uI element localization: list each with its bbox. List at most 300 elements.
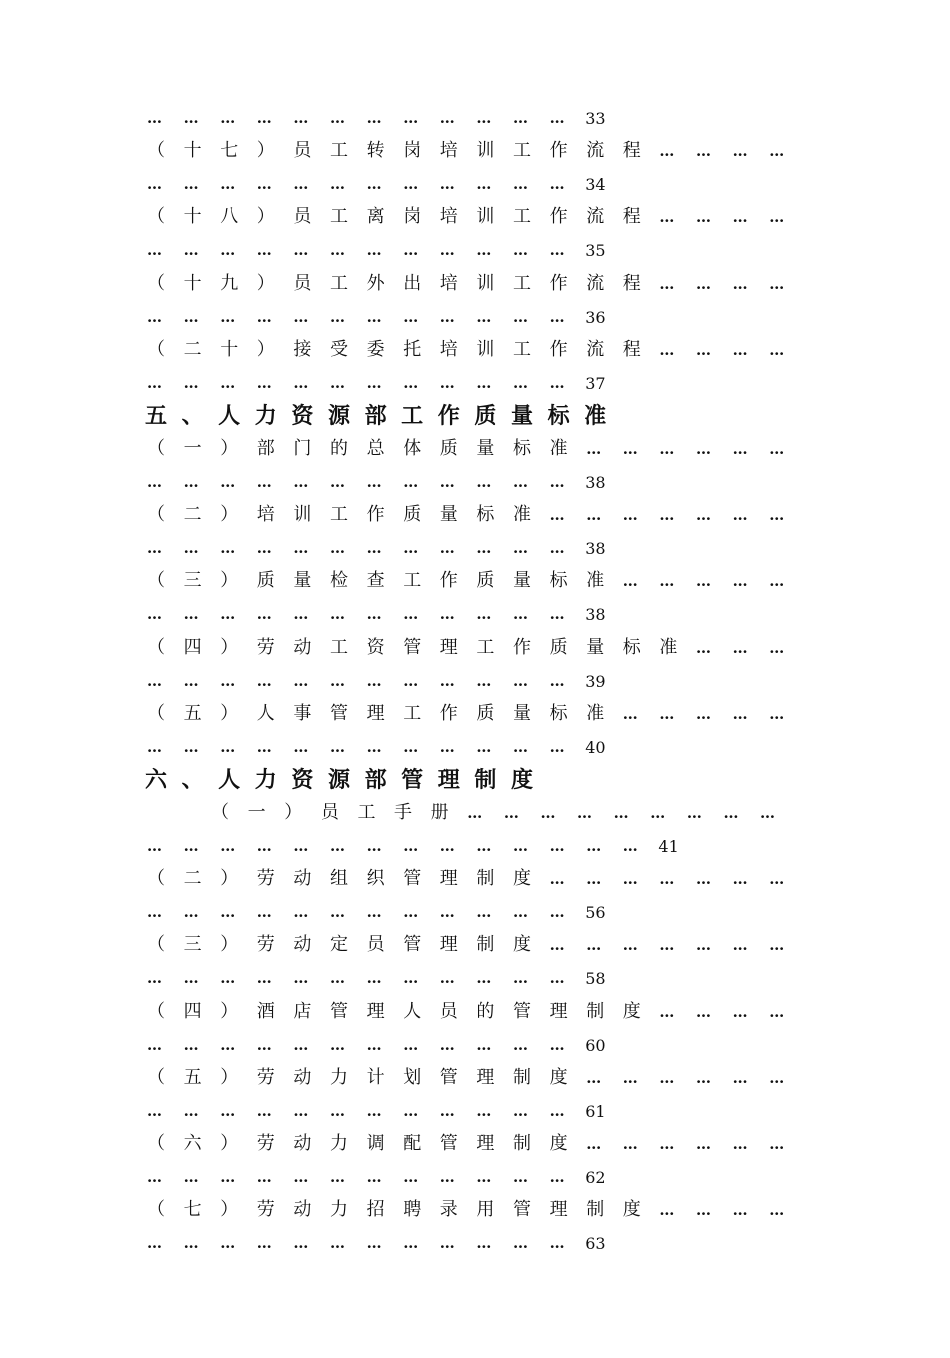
page-number[interactable]: 56 (585, 903, 606, 923)
entry-char: 理 (439, 636, 458, 658)
leader-dots: … (549, 241, 564, 260)
entry-char: 二 (183, 868, 202, 890)
leader-dots: … (403, 175, 418, 194)
leader-dots: … (293, 1035, 308, 1054)
leader-dots: … (220, 307, 235, 326)
leader-dots: … (622, 837, 637, 855)
entry-char: 体 (403, 437, 422, 459)
leader-dots: … (403, 373, 418, 392)
leader-dots: … (293, 241, 308, 260)
heading-char: 源 (327, 402, 350, 429)
leader-dots: … (403, 539, 418, 558)
leader-dots: … (577, 803, 592, 822)
entry-char: ） (220, 1000, 239, 1022)
heading-char: 五 (144, 402, 167, 429)
leader-dots: … (732, 572, 747, 591)
heading-char: 制 (474, 766, 497, 793)
section-heading (0, 401, 950, 431)
entry-char: 作 (549, 338, 568, 360)
entry-char: ） (220, 437, 239, 459)
leader-dots: … (732, 506, 747, 525)
leader-dots: … (439, 969, 454, 988)
leader-dots: … (659, 439, 674, 458)
leader-dots: … (659, 1002, 674, 1021)
leader-dots: … (586, 1134, 601, 1153)
leader-dots: … (439, 109, 454, 127)
leader-dots: … (476, 605, 491, 624)
leader-dots: … (256, 373, 271, 392)
leader-dots: … (659, 704, 674, 723)
leader-dots: … (769, 208, 784, 227)
leader-dots: … (769, 936, 784, 955)
toc-entry[interactable] (0, 434, 950, 464)
toc-entry[interactable] (0, 566, 950, 596)
leader-dots: … (439, 175, 454, 194)
heading-char: 人 (218, 766, 241, 793)
toc-entry[interactable] (0, 997, 950, 1027)
page-number[interactable]: 36 (585, 307, 606, 327)
leader-dots: … (183, 1168, 198, 1186)
entry-char: 质 (476, 570, 495, 592)
heading-char: 力 (254, 402, 277, 429)
leader-dots: … (403, 969, 418, 988)
entry-char: （ (147, 338, 165, 360)
entry-char: 度 (549, 1066, 568, 1088)
leader-dots: … (183, 373, 198, 392)
page-number[interactable]: 37 (585, 373, 606, 393)
page-number[interactable]: 63 (585, 1234, 606, 1254)
leader-dots: … (256, 1234, 271, 1253)
entry-char: 四 (183, 1000, 202, 1022)
entry-char: （ (147, 272, 165, 294)
toc-entry[interactable] (0, 335, 950, 365)
leader-dots: … (476, 1234, 491, 1253)
page-number[interactable]: 40 (585, 737, 606, 757)
heading-char: 管 (401, 766, 424, 793)
leader-dots: … (696, 638, 710, 657)
entry-char: 流 (586, 272, 605, 294)
entry-char: 资 (366, 636, 385, 658)
entry-char: 二 (183, 504, 202, 526)
toc-entry[interactable] (0, 1129, 950, 1159)
leader-dots: … (439, 837, 454, 855)
leader-dots: … (549, 870, 564, 889)
leader-dots: … (147, 837, 161, 855)
leader-dots: … (147, 109, 161, 127)
entry-char: 工 (330, 272, 348, 294)
toc-entry[interactable] (0, 269, 950, 299)
entry-char: 总 (366, 437, 385, 459)
leader-dots: … (476, 671, 491, 690)
entry-char: 七 (183, 1199, 202, 1221)
entry-char: 劳 (256, 934, 275, 956)
leader-dots: … (549, 737, 564, 756)
entry-char: 理 (366, 702, 385, 724)
leader-dots: … (147, 671, 161, 690)
page-number[interactable]: 38 (585, 605, 606, 625)
leader-dots: … (403, 1101, 418, 1120)
entry-char: 一 (247, 801, 266, 823)
leader-dots: … (330, 671, 344, 690)
leader-dots: … (256, 1035, 271, 1054)
leader-dots: … (549, 903, 564, 922)
toc-entry[interactable] (0, 798, 950, 828)
entry-char: （ (147, 1199, 165, 1221)
leader-dots: … (439, 307, 454, 326)
leader-dots: … (293, 605, 308, 624)
entry-char: 管 (403, 934, 422, 956)
entry-char: 管 (439, 1066, 458, 1088)
leader-dots: … (403, 671, 418, 690)
leader-dots: … (366, 1234, 381, 1253)
leader-dots: … (659, 870, 674, 889)
entry-char: 作 (549, 140, 568, 162)
page-number[interactable]: 33 (585, 109, 606, 128)
leader-dots: … (366, 671, 381, 690)
leader-dots: … (513, 605, 527, 624)
leader-dots: … (220, 175, 235, 194)
leader-dots: … (256, 671, 271, 690)
leader-dots: … (330, 903, 344, 922)
leader-dots: … (439, 737, 454, 756)
leader-dots: … (183, 837, 198, 855)
entry-char: 标 (622, 636, 641, 658)
toc-entry[interactable] (0, 1195, 950, 1225)
entry-char: 训 (476, 140, 495, 162)
entry-char: ） (220, 702, 239, 724)
leader-dots: … (147, 605, 161, 624)
entry-char: 五 (183, 702, 202, 724)
leader-dots: … (256, 1101, 271, 1120)
leader-dots: … (293, 307, 308, 326)
leader-dots: … (549, 936, 564, 955)
heading-char: 资 (291, 766, 314, 793)
leader-dots: … (220, 903, 235, 922)
toc-entry[interactable] (0, 930, 950, 960)
leader-dots: … (659, 506, 674, 525)
leader-dots: … (732, 870, 747, 889)
page-number[interactable]: 38 (585, 473, 606, 492)
leader-dots: … (549, 473, 564, 491)
entry-char: 量 (293, 570, 312, 592)
leader-dots: … (586, 870, 601, 889)
leader-dots: … (696, 439, 710, 458)
entry-char: 委 (366, 338, 385, 360)
entry-char: ） (256, 338, 275, 360)
leader-dots: … (147, 1168, 161, 1186)
toc-leader-line (0, 103, 950, 133)
leader-dots: … (256, 175, 271, 194)
entry-char: 转 (366, 140, 385, 162)
entry-char: （ (147, 868, 165, 890)
leader-dots: … (439, 1101, 454, 1120)
entry-char: 度 (622, 1000, 641, 1022)
leader-dots: … (293, 737, 308, 756)
entry-char: 培 (439, 206, 458, 228)
leader-dots: … (622, 936, 637, 955)
entry-char: 的 (330, 437, 348, 459)
entry-char: 质 (403, 504, 422, 526)
leader-dots: … (256, 837, 271, 855)
entry-char: 配 (403, 1132, 422, 1154)
page-number[interactable]: 62 (585, 1168, 606, 1187)
toc-leader-line (0, 1162, 950, 1192)
toc-leader-line (0, 1030, 950, 1060)
leader-dots: … (696, 506, 710, 525)
leader-dots: … (256, 539, 271, 558)
leader-dots: … (549, 671, 564, 690)
entry-char: 工 (330, 504, 348, 526)
entry-char: 培 (439, 140, 458, 162)
leader-dots: … (769, 638, 784, 657)
leader-dots: … (549, 1168, 564, 1186)
leader-dots: … (293, 175, 308, 194)
entry-char: 工 (513, 272, 531, 294)
leader-dots: … (366, 373, 381, 392)
entry-char: （ (147, 1132, 165, 1154)
entry-char: 动 (293, 868, 312, 890)
leader-dots: … (220, 1168, 235, 1186)
leader-dots: … (366, 903, 381, 922)
leader-dots: … (366, 175, 381, 194)
entry-char: 度 (549, 1132, 568, 1154)
toc-entry[interactable] (0, 633, 950, 663)
toc-leader-line (0, 169, 950, 199)
heading-char: 部 (364, 766, 387, 793)
leader-dots: … (439, 1035, 454, 1054)
leader-dots: … (403, 605, 418, 624)
leader-dots: … (220, 473, 235, 491)
leader-dots: … (586, 936, 601, 955)
leader-dots: … (183, 605, 198, 624)
heading-char: 力 (254, 766, 277, 793)
toc-leader-line (0, 1228, 950, 1258)
leader-dots: … (330, 175, 344, 194)
leader-dots: … (513, 1234, 527, 1253)
leader-dots: … (732, 638, 747, 657)
leader-dots: … (659, 1068, 674, 1087)
heading-char: 、 (181, 766, 204, 793)
page-number[interactable]: 38 (585, 539, 606, 559)
leader-dots: … (147, 1101, 161, 1120)
leader-dots: … (366, 605, 381, 624)
leader-dots: … (183, 737, 198, 756)
entry-char: 工 (403, 702, 422, 724)
entry-char: 动 (293, 1132, 312, 1154)
leader-dots: … (147, 1234, 161, 1253)
entry-char: 力 (330, 1199, 348, 1221)
entry-char: 查 (366, 570, 385, 592)
leader-dots: … (439, 903, 454, 922)
leader-dots: … (513, 109, 527, 127)
leader-dots: … (183, 539, 198, 558)
leader-dots: … (513, 1035, 527, 1054)
entry-char: 二 (183, 338, 202, 360)
entry-char: 劳 (256, 636, 275, 658)
entry-char: 劳 (256, 1132, 275, 1154)
entry-char: （ (147, 206, 165, 228)
heading-char: 、 (181, 402, 204, 429)
entry-char: 流 (586, 140, 605, 162)
leader-dots: … (549, 506, 564, 525)
leader-dots: … (183, 1035, 198, 1054)
entry-char: 理 (549, 1000, 568, 1022)
entry-char: 岗 (403, 206, 422, 228)
page-number[interactable]: 61 (585, 1101, 606, 1121)
leader-dots: … (622, 506, 637, 525)
entry-char: 员 (366, 934, 385, 956)
page-number[interactable]: 39 (585, 671, 606, 691)
leader-dots: … (769, 1002, 784, 1021)
entry-char: 标 (513, 437, 531, 459)
toc-leader-line (0, 599, 950, 629)
entry-char: 组 (330, 868, 348, 890)
leader-dots: … (366, 109, 381, 127)
leader-dots: … (147, 307, 161, 326)
leader-dots: … (540, 803, 555, 822)
entry-char: 划 (403, 1066, 422, 1088)
page-number[interactable]: 58 (585, 969, 606, 989)
leader-dots: … (330, 737, 344, 756)
entry-char: 劳 (256, 1199, 275, 1221)
entry-char: ） (220, 504, 239, 526)
page-number[interactable]: 34 (585, 175, 606, 195)
leader-dots: … (330, 241, 344, 260)
leader-dots: … (256, 473, 271, 491)
entry-char: 度 (513, 868, 531, 890)
toc-entry[interactable] (0, 864, 950, 894)
leader-dots: … (659, 208, 674, 227)
entry-char: （ (147, 934, 165, 956)
leader-dots: … (696, 208, 710, 227)
entry-char: 程 (622, 140, 641, 162)
leader-dots: … (256, 109, 271, 127)
entry-char: 四 (183, 636, 202, 658)
leader-dots: … (220, 109, 235, 127)
toc-leader-line (0, 963, 950, 993)
leader-dots: … (513, 373, 527, 392)
leader-dots: … (476, 1035, 491, 1054)
entry-char: 量 (439, 504, 458, 526)
entry-char: ） (220, 1066, 239, 1088)
leader-dots: … (330, 1035, 344, 1054)
leader-dots: … (366, 241, 381, 260)
leader-dots: … (769, 439, 784, 458)
leader-dots: … (147, 969, 161, 988)
entry-char: 工 (513, 206, 531, 228)
leader-dots: … (439, 605, 454, 624)
entry-char: ） (220, 868, 239, 890)
entry-char: 门 (293, 437, 312, 459)
page-number[interactable]: 41 (658, 837, 679, 856)
entry-char: ） (220, 934, 239, 956)
heading-char: 工 (401, 402, 424, 429)
leader-dots: … (476, 307, 491, 326)
entry-char: （ (147, 1066, 165, 1088)
leader-dots: … (256, 969, 271, 988)
leader-dots: … (183, 671, 198, 690)
leader-dots: … (549, 969, 564, 988)
entry-char: 流 (586, 338, 605, 360)
entry-char: 三 (183, 570, 202, 592)
leader-dots: … (403, 737, 418, 756)
toc-leader-line (0, 831, 950, 861)
toc-entry[interactable] (0, 500, 950, 530)
leader-dots: … (732, 340, 747, 359)
leader-dots: … (513, 737, 527, 756)
leader-dots: … (476, 473, 491, 491)
leader-dots: … (220, 1101, 235, 1120)
entry-char: 训 (476, 272, 495, 294)
toc-leader-line (0, 1096, 950, 1126)
entry-char: 程 (622, 272, 641, 294)
entry-char: 招 (366, 1199, 385, 1221)
entry-char: 托 (403, 338, 422, 360)
leader-dots: … (659, 274, 674, 293)
entry-char: 八 (220, 206, 239, 228)
page-number[interactable]: 35 (585, 241, 606, 261)
entry-char: 力 (330, 1066, 348, 1088)
leader-dots: … (330, 1101, 344, 1120)
heading-char: 理 (437, 766, 460, 793)
leader-dots: … (549, 1035, 564, 1054)
toc-entry[interactable] (0, 202, 950, 232)
leader-dots: … (293, 109, 308, 127)
leader-dots: … (513, 837, 527, 855)
entry-char: 员 (293, 206, 312, 228)
leader-dots: … (183, 1101, 198, 1120)
leader-dots: … (366, 969, 381, 988)
heading-char: 资 (291, 402, 314, 429)
toc-entry[interactable] (0, 1063, 950, 1093)
leader-dots: … (476, 1168, 491, 1186)
entry-char: 力 (330, 1132, 348, 1154)
leader-dots: … (256, 307, 271, 326)
leader-dots: … (439, 1234, 454, 1253)
entry-char: 店 (293, 1000, 312, 1022)
entry-char: ） (256, 140, 275, 162)
entry-char: ） (284, 801, 303, 823)
page-number[interactable]: 60 (585, 1035, 606, 1055)
entry-char: 工 (513, 140, 531, 162)
entry-char: 管 (439, 1132, 458, 1154)
leader-dots: … (220, 373, 235, 392)
entry-char: 三 (183, 934, 202, 956)
toc-entry[interactable] (0, 699, 950, 729)
entry-char: 作 (513, 636, 531, 658)
leader-dots: … (686, 803, 701, 822)
entry-char: （ (147, 702, 165, 724)
leader-dots: … (732, 208, 747, 227)
entry-char: 质 (476, 702, 495, 724)
toc-entry[interactable] (0, 136, 950, 166)
entry-char: ） (220, 570, 239, 592)
leader-dots: … (403, 1168, 418, 1186)
leader-dots: … (330, 1234, 344, 1253)
leader-dots: … (366, 307, 381, 326)
entry-char: 事 (293, 702, 312, 724)
entry-char: 织 (366, 868, 385, 890)
entry-char: 作 (549, 272, 568, 294)
leader-dots: … (293, 969, 308, 988)
leader-dots: … (586, 506, 601, 525)
leader-dots: … (696, 340, 710, 359)
leader-dots: … (732, 1201, 747, 1220)
leader-dots: … (613, 803, 628, 822)
leader-dots: … (769, 704, 784, 723)
leader-dots: … (403, 837, 418, 855)
entry-char: 制 (476, 868, 495, 890)
